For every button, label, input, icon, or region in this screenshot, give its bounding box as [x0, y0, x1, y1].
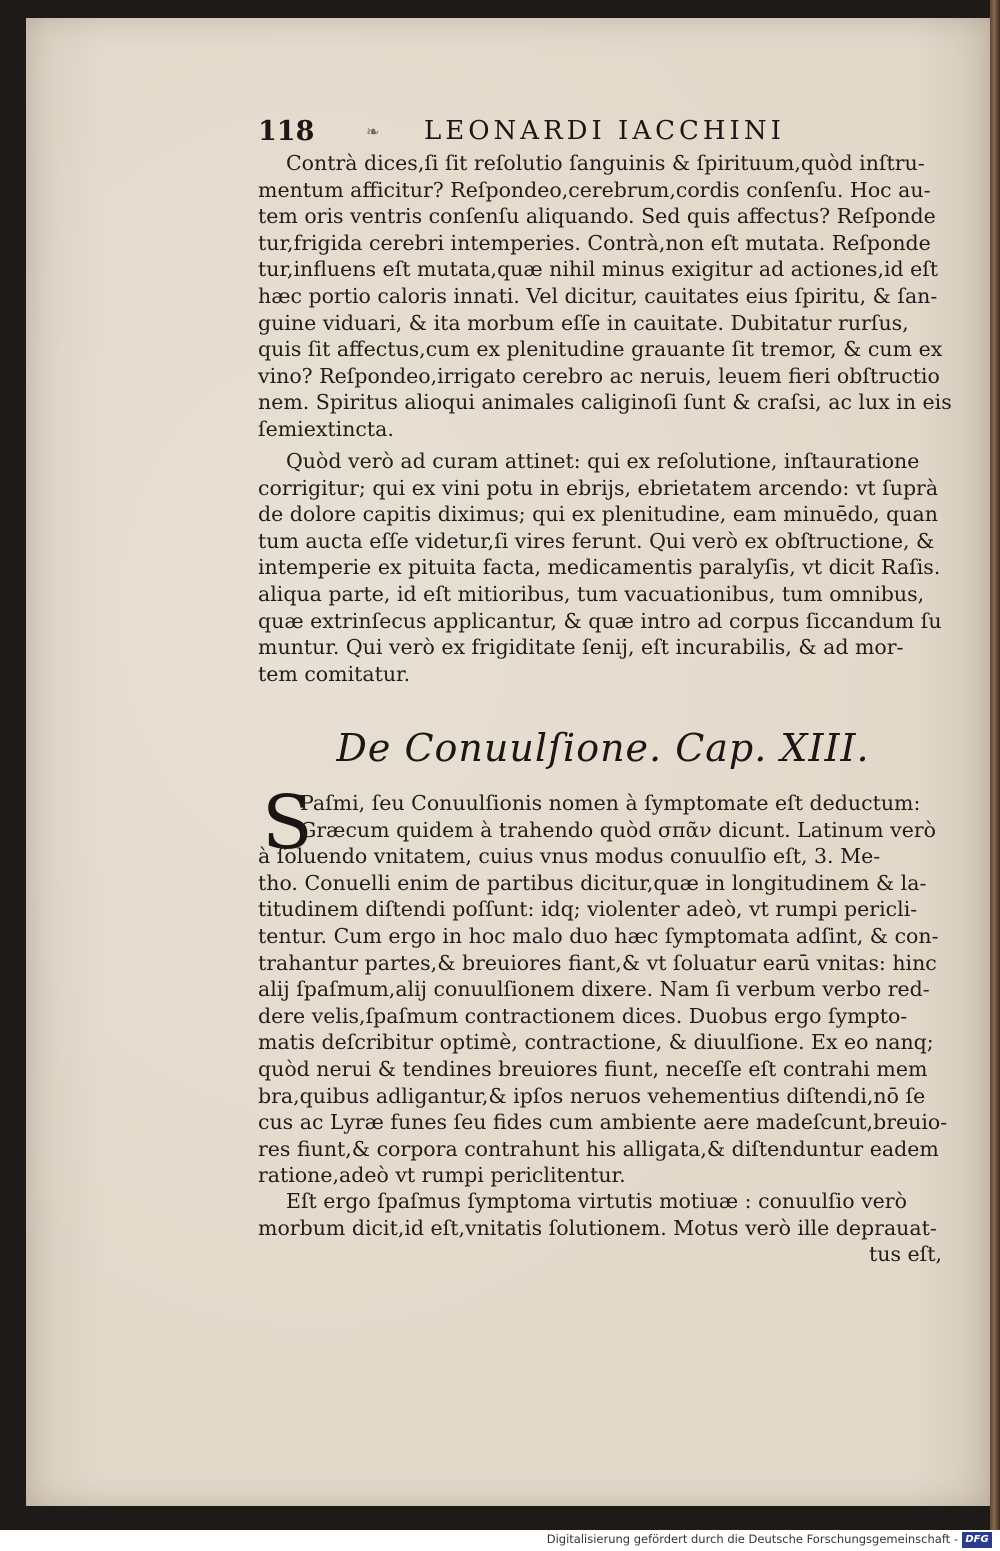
running-head: LEONARDI IACCHINI: [424, 116, 785, 146]
text-line: cus ac Lyræ funes ſeu fides cum ambiente aere madeſcunt,breuio-: [258, 1110, 948, 1135]
text-line: de dolore capitis diximus; qui ex plenitudine, eam minuēdo, quan: [258, 502, 938, 527]
dfg-logo-icon: DFG: [962, 1532, 992, 1548]
ornament-icon: ❧: [366, 122, 380, 141]
text-line: Contrà dices,ſi ſit reſolutio ſanguinis & ſpirituum,quòd inſtru-: [286, 151, 925, 175]
page-header: [258, 112, 948, 150]
text-line: ſemiextincta.: [258, 416, 394, 441]
text-line: aliqua parte, id eſt mitioribus, tum vacuationibus, tum omnibus,: [258, 581, 925, 606]
text-line: tho. Conuelli enim de partibus dicitur,quæ in longitudinem & la-: [258, 870, 927, 895]
book-edge: [990, 0, 1000, 1530]
text-line: quæ extrinſecus applicantur, & quæ intro ad corpus ſiccandum ſu: [258, 608, 942, 633]
text-line: hæc portio caloris innati. Vel dicitur, cauitates eius ſpiritu, & ſan-: [258, 283, 938, 308]
text-line: quòd nerui & tendines breuiores fiunt, neceſſe eſt contrahi mem: [258, 1056, 928, 1081]
digitization-footer: [0, 1530, 1000, 1551]
chapter-heading: De Conuulſione. Cap. XIII.: [336, 726, 870, 770]
text-line: ratione,adeò vt rumpi periclitentur.: [258, 1163, 626, 1188]
drop-cap: S: [262, 780, 313, 866]
text-line: tum aucta eſſe videtur,ſi vires ferunt. Qui verò ex obſtructione, &: [258, 528, 935, 553]
text-line: intemperie ex pituita facta, medicamentis paralyſis, vt dicit Raſis.: [258, 555, 941, 580]
text-line: matis deſcribitur optimè, contractione, & diuulſione. Ex eo nanq;: [258, 1030, 934, 1055]
text-line: quis ſit affectus,cum ex plenitudine grauante ſit tremor, & cum ex: [258, 337, 943, 362]
text-line: guine viduari, & ita morbum eſſe in cauitate. Dubitatur rurſus,: [258, 310, 909, 335]
paragraph-2: [258, 448, 948, 687]
text-line: nem. Spiritus alioqui animales caliginoſi ſunt & craſsi, ac lux in eis: [258, 390, 952, 415]
text-line: tentur. Cum ergo in hoc malo duo hæc ſymptomata adſint, & con-: [258, 923, 939, 948]
text-line: titudinem diſtendi poſſunt: idq; violenter adeò, vt rumpi pericli-: [258, 897, 918, 922]
text-line: trahantur partes,& breuiores fiant,& vt ſoluatur earū vnitas: hinc: [258, 950, 937, 975]
text-line: muntur. Qui verò ex frigiditate ſenij, eſt incurabilis, & ad mor-: [258, 635, 904, 660]
text-line: alij ſpaſmum,alij conuulſionem dixere. Nam ſi verbum verbo red-: [258, 977, 930, 1002]
paragraph-3: [258, 790, 948, 1189]
paragraph-1: [258, 150, 952, 443]
paragraph-4: [258, 1188, 948, 1268]
catchword: tus eſt,: [869, 1242, 942, 1267]
text-line: morbum dicit,id eſt,vnitatis ſolutionem. Motus verò ille deprauat-: [258, 1215, 937, 1240]
text-line: tur,frigida cerebri intemperies. Contrà,non eſt mutata. Reſponde: [258, 230, 931, 255]
text-line: Quòd verò ad curam attinet: qui ex reſolutione, inſtauratione: [286, 449, 920, 473]
text-line: res fiunt,& corpora contrahunt his alligata,& diſtenduntur eadem: [258, 1136, 939, 1161]
funding-credit: Digitalisierung gefördert durch die Deutsche Forschungsgemeinschaft -: [546, 1532, 958, 1546]
text-line: tem oris ventris conſenſu aliquando. Sed quis affectus? Reſponde: [258, 204, 936, 229]
text-line: corrigitur; qui ex vini potu in ebrijs, ebrietatem arcendo: vt ſuprà: [258, 475, 939, 500]
text-line: Paſmi, ſeu Conuulſionis nomen à ſymptomate eſt deductum:: [300, 791, 921, 815]
text-line: vino? Reſpondeo,irrigato cerebro ac neruis, leuem fieri obſtructio: [258, 363, 940, 388]
text-line: tem comitatur.: [258, 661, 411, 686]
text-line: mentum afficitur? Reſpondeo,cerebrum,cordis conſenſu. Hoc au-: [258, 177, 931, 202]
page-number: 118: [258, 116, 315, 147]
text-line: tur,influens eſt mutata,quæ nihil minus exigitur ad actiones,id eſt: [258, 257, 939, 282]
text-line: bra,quibus adligantur,& ipſos neruos vehementius diſtendi,nō ſe: [258, 1083, 926, 1108]
text-line: à ſoluendo vnitatem, cuius vnus modus conuulſio eſt, 3. Me-: [258, 844, 881, 869]
text-line: dere velis,ſpaſmum contractionem dices. Duobus ergo ſympto-: [258, 1003, 908, 1028]
text-line: Græcum quidem à trahendo quòd σπᾶν dicunt. Latinum verò: [300, 817, 936, 842]
text-line: Eſt ergo ſpaſmus ſymptoma virtutis motiuæ : conuulſio verò: [286, 1189, 907, 1213]
